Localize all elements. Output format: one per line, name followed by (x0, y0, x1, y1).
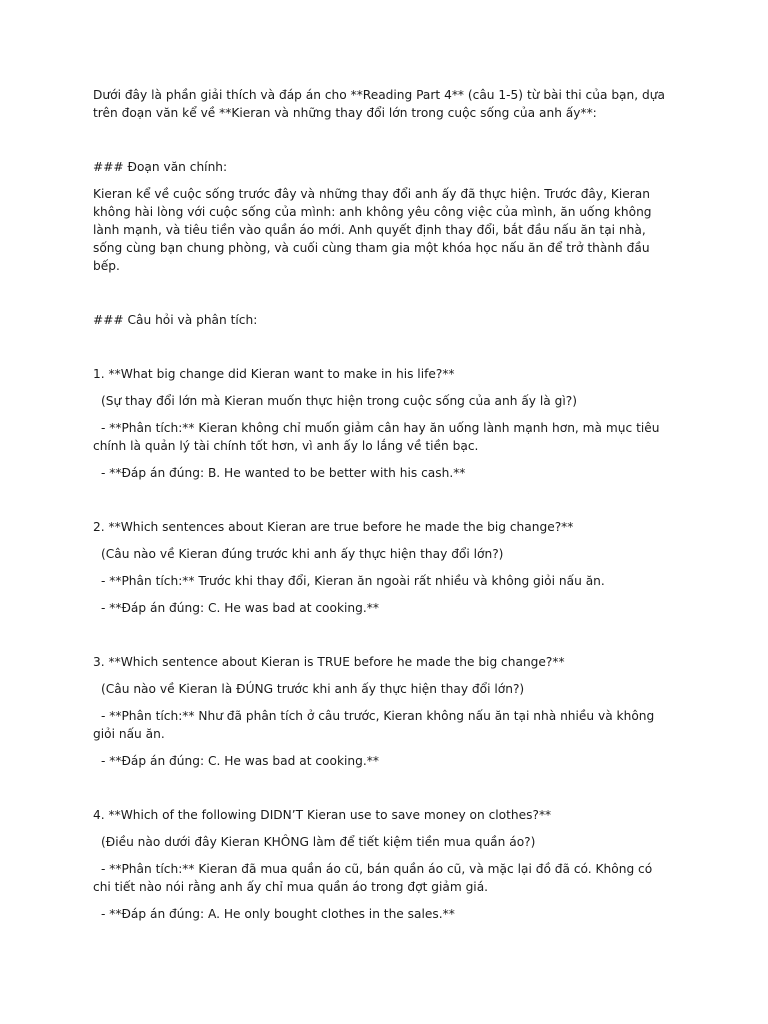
question-title: 2. **Which sentences about Kieran are true before he made the big change?** (93, 520, 574, 534)
passage-heading: ### Đoạn văn chính: (93, 160, 228, 174)
intro-paragraph: Dưới đây là phần giải thích và đáp án cho **Reading Part 4** (câu 1-5) từ bài thi của bạn, dựa trên đoạn văn kể về **Kieran và những thay đổi lớn trong cuộc sống của anh ấy**: (93, 88, 665, 120)
question-translation: (Câu nào về Kieran là ĐÚNG trước khi anh ấy thực hiện thay đổi lớn?) (101, 682, 525, 696)
question-answer: - **Đáp án đúng: C. He was bad at cooking.** (101, 754, 379, 768)
question-block-2 (93, 518, 673, 617)
questions-heading: ### Câu hỏi và phân tích: (93, 313, 258, 327)
analysis-text: - **Phân tích:** Kieran đã mua quần áo cũ, bán quần áo cũ, và mặc lại đồ đã có. Không có chi tiết nào nói rằng anh ấy chỉ mua quần áo trong đợt giảm giá. (93, 862, 653, 894)
passage-paragraph: Kieran kể về cuộc sống trước đây và những thay đổi anh ấy đã thực hiện. Trước đây, Kieran không hài lòng với cuộc sống của mình: anh không yêu công việc của mình, ăn uống không lành mạnh, và tiêu tiền vào quần áo mới. Anh quyết định thay đổi, bắt đầu nấu ăn tại nhà, sống cùng bạn chung phòng, và cuối cùng tham gia một khóa học nấu ăn để trở thành đầu bếp. (93, 187, 652, 273)
document-page (93, 86, 673, 932)
question-analysis (93, 860, 673, 896)
question-translation: (Điều nào dưới đây Kieran KHÔNG làm để tiết kiệm tiền mua quần áo?) (101, 835, 536, 849)
question-analysis (93, 419, 673, 455)
question-answer: - **Đáp án đúng: C. He was bad at cooking.** (101, 601, 379, 615)
question-block-1 (93, 365, 673, 482)
analysis-text: - **Phân tích:** Kieran không chỉ muốn giảm cân hay ăn uống lành mạnh hơn, mà mục tiêu chính là quản lý tài chính tốt hơn, vì anh ấy lo lắng về tiền bạc. (93, 421, 660, 453)
question-block-3 (93, 653, 673, 770)
analysis-text: - **Phân tích:** Như đã phân tích ở câu trước, Kieran không nấu ăn tại nhà nhiều và không giỏi nấu ăn. (93, 709, 655, 741)
question-translation: (Câu nào về Kieran đúng trước khi anh ấy thực hiện thay đổi lớn?) (101, 547, 504, 561)
question-title: 4. **Which of the following DIDN’T Kieran use to save money on clothes?** (93, 808, 552, 822)
question-title: 3. **Which sentence about Kieran is TRUE before he made the big change?** (93, 655, 565, 669)
question-analysis (93, 707, 673, 743)
question-answer: - **Đáp án đúng: B. He wanted to be better with his cash.** (101, 466, 466, 480)
question-title: 1. **What big change did Kieran want to make in his life?** (93, 367, 455, 381)
question-block-4 (93, 806, 673, 923)
question-translation: (Sự thay đổi lớn mà Kieran muốn thực hiện trong cuộc sống của anh ấy là gì?) (101, 394, 577, 408)
question-answer: - **Đáp án đúng: A. He only bought clothes in the sales.** (101, 907, 455, 921)
question-analysis: - **Phân tích:** Trước khi thay đổi, Kieran ăn ngoài rất nhiều và không giỏi nấu ăn. (101, 574, 605, 588)
